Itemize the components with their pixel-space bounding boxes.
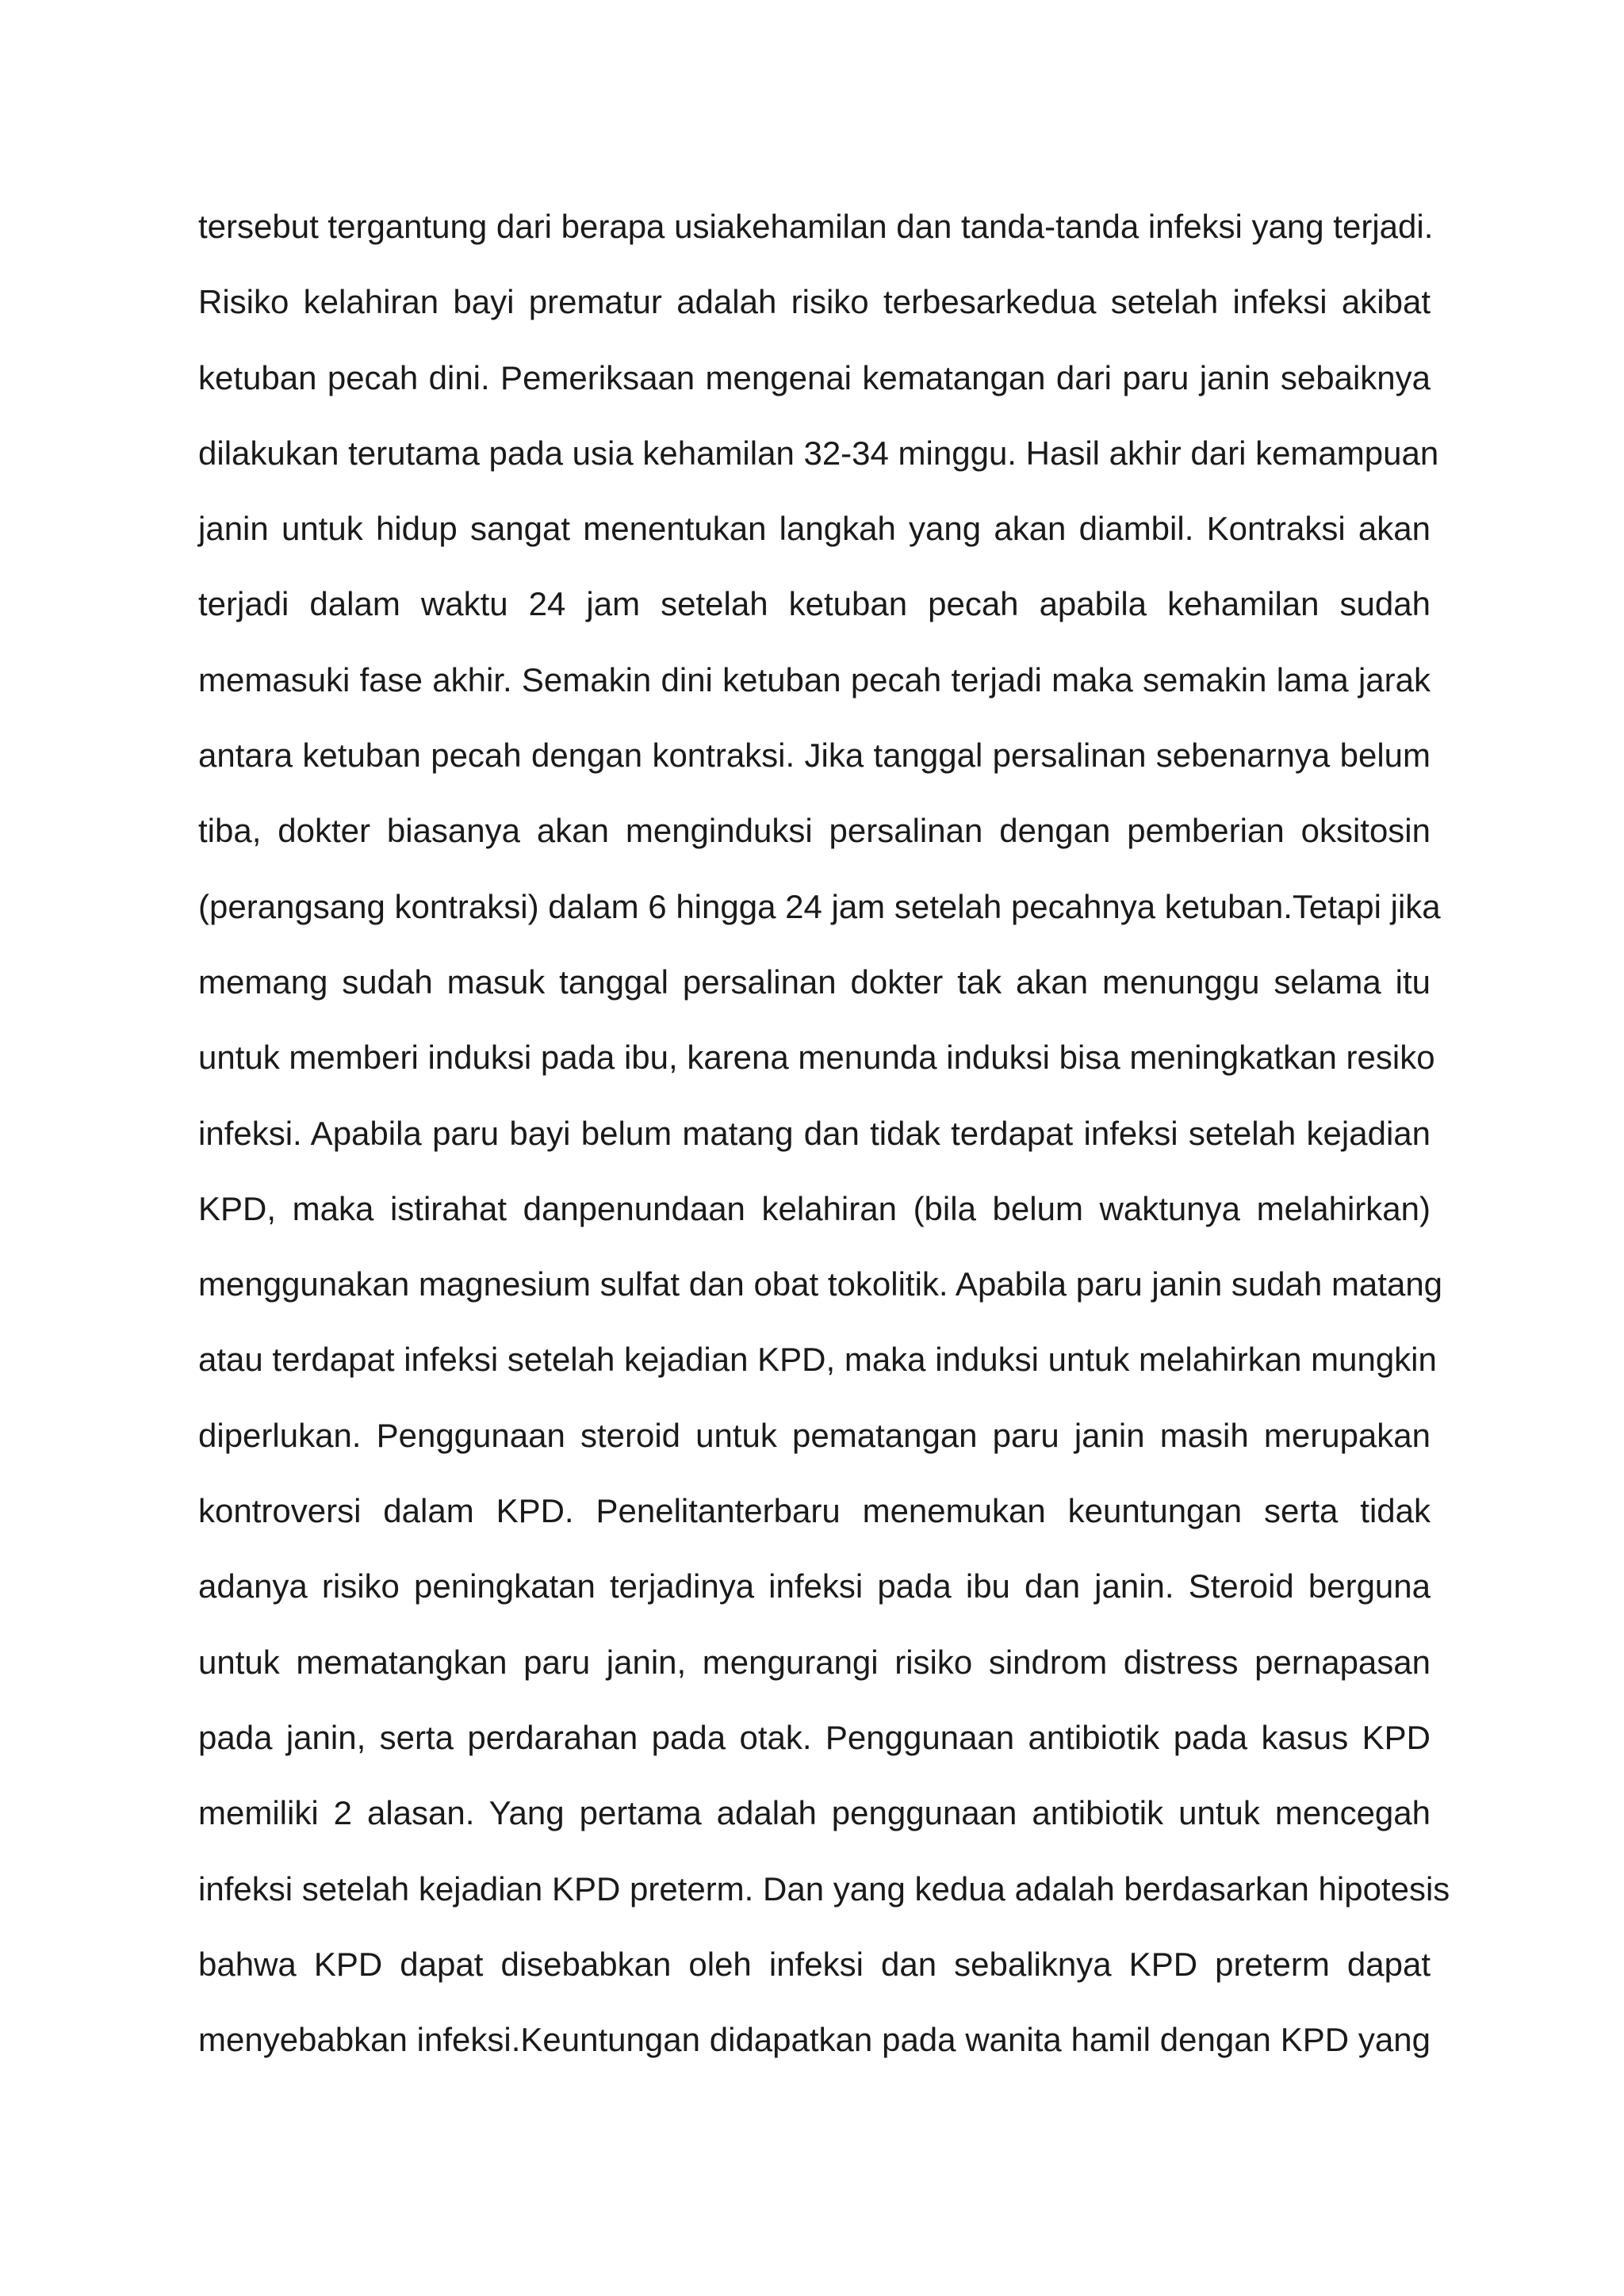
text-line: adanya risiko peningkatan terjadinya infeksi pada ibu dan janin. Steroid berguna bbox=[198, 1567, 1431, 1605]
text-line: bahwa KPD dapat disebabkan oleh infeksi dan sebaliknya KPD preterm dapat bbox=[198, 1945, 1431, 1983]
text-line: memasuki fase akhir. Semakin dini ketuban pecah terjadi maka semakin lama jarak bbox=[198, 660, 1431, 698]
text-line: diperlukan. Penggunaan steroid untuk pematangan paru janin masih merupakan bbox=[198, 1416, 1431, 1454]
text-line: atau terdapat infeksi setelah kejadian KPD, maka induksi untuk melahirkan mungkin bbox=[198, 1341, 1437, 1379]
text-line: tersebut tergantung dari berapa usiakehamilan dan tanda-tanda infeksi yang terjadi. bbox=[198, 208, 1434, 245]
text-line: menyebabkan infeksi.Keuntungan didapatkan pada wanita hamil dengan KPD yang bbox=[198, 2021, 1431, 2059]
text-line: terjadi dalam waktu 24 jam setelah ketuban pecah apabila kehamilan sudah bbox=[198, 585, 1431, 623]
text-line: antara ketuban pecah dengan kontraksi. Jika tanggal persalinan sebenarnya belum bbox=[198, 737, 1431, 775]
text-line: ketuban pecah dini. Pemeriksaan mengenai kematangan dari paru janin sebaiknya bbox=[198, 358, 1431, 396]
text-line: dilakukan terutama pada usia kehamilan 32-34 minggu. Hasil akhir dari kemampuan bbox=[198, 434, 1439, 472]
text-line: kontroversi dalam KPD. Penelitanterbaru menemukan keuntungan serta tidak bbox=[198, 1492, 1431, 1530]
text-line: infeksi. Apabila paru bayi belum matang dan tidak terdapat infeksi setelah kejadian bbox=[198, 1114, 1431, 1152]
text-line: memiliki 2 alasan. Yang pertama adalah penggunaan antibiotik untuk mencegah bbox=[198, 1794, 1431, 1832]
text-line: KPD, maka istirahat danpenundaan kelahiran (bila belum waktunya melahirkan) bbox=[198, 1189, 1431, 1227]
text-line: menggunakan magnesium sulfat dan obat tokolitik. Apabila paru janin sudah matang bbox=[198, 1265, 1443, 1303]
text-line: untuk memberi induksi pada ibu, karena menunda induksi bisa meningkatkan resiko bbox=[198, 1039, 1435, 1077]
text-line: (perangsang kontraksi) dalam 6 hingga 24 jam setelah pecahnya ketuban.Tetapi jika bbox=[198, 887, 1441, 925]
text-line: tiba, dokter biasanya akan menginduksi persalinan dengan pemberian oksitosin bbox=[198, 812, 1431, 850]
text-line: untuk mematangkan paru janin, mengurangi risiko sindrom distress pernapasan bbox=[198, 1643, 1431, 1681]
body-paragraph bbox=[198, 189, 1450, 2077]
text-line: infeksi setelah kejadian KPD preterm. Dan yang kedua adalah berdasarkan hipotesis bbox=[198, 1869, 1450, 1908]
text-line: pada janin, serta perdarahan pada otak. Penggunaan antibiotik pada kasus KPD bbox=[198, 1718, 1431, 1756]
text-line: janin untuk hidup sangat menentukan langkah yang akan diambil. Kontraksi akan bbox=[198, 510, 1431, 548]
text-line: memang sudah masuk tanggal persalinan dokter tak akan menunggu selama itu bbox=[198, 962, 1431, 1001]
text-line: Risiko kelahiran bayi prematur adalah risiko terbesarkedua setelah infeksi akibat bbox=[198, 283, 1431, 321]
